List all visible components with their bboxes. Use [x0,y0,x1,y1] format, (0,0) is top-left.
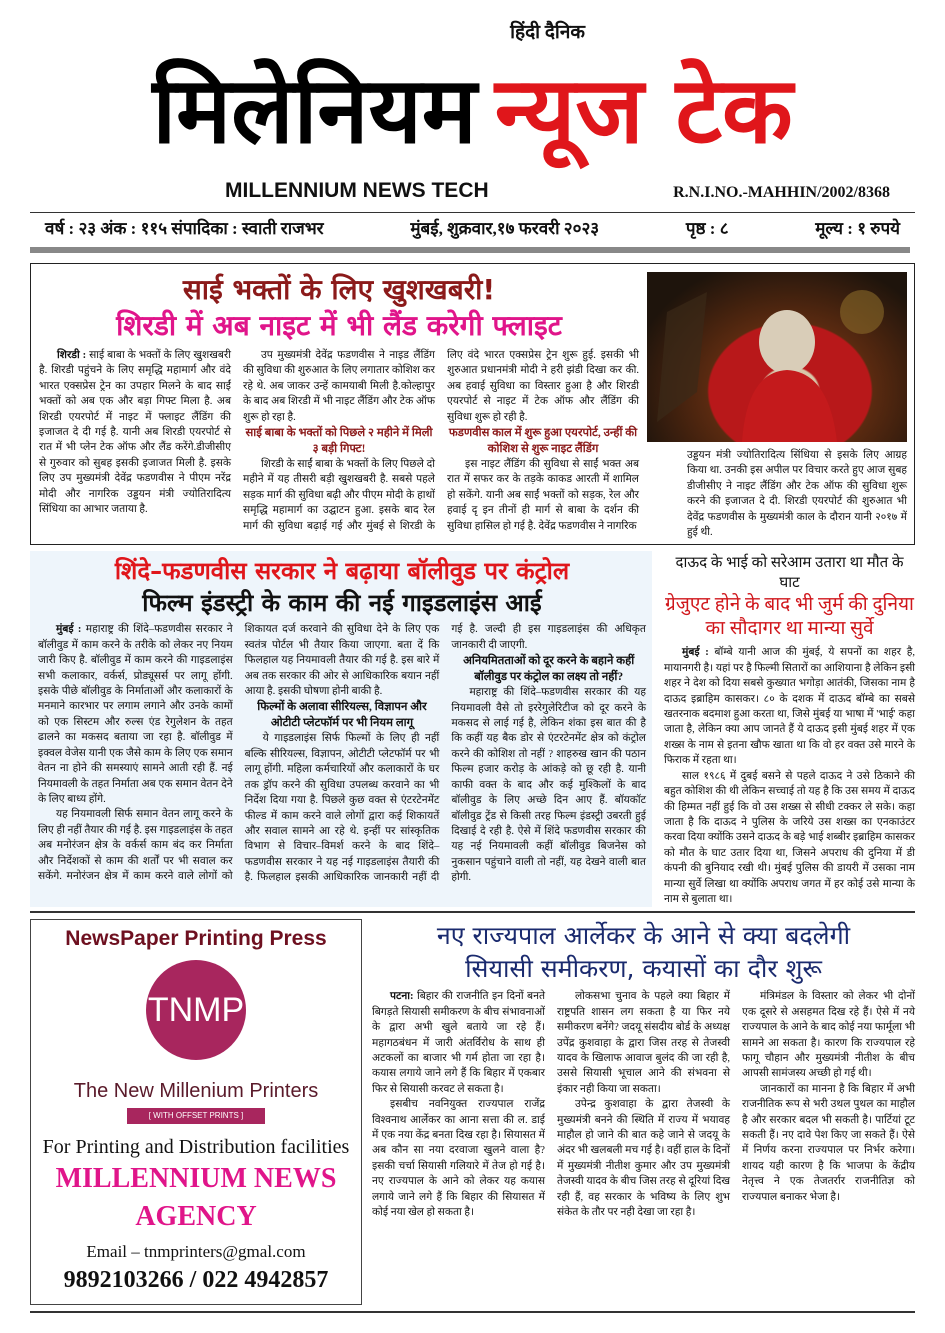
page-number: पृष्ठ : ८ [685,219,729,238]
story2-body [38,622,646,885]
paragraph-text: साई बाबा के भक्तों के लिए खुशखबरी है. शिरडी पहुंचने के लिए समृद्धि महामार्ग और वंदे भारत एक्सप्रेस ट्रेन का उपहार मिलने के बाद साईं भक्तों को अब एक और बड़ा गिफ्ट मिला है. अब शिरडी एयरपोर्ट में नाइट में फ्लाइट लैंडिंग की इजाजत दे दी गई है. यानी अब शिरडी एयरपोर्ट से रात में भी प्लेन टेक ऑफ और लैंड करेंगे.डीजीसीए से गुरुवार को सुबह इसकी इजाजत मिली है. इसके लिए उप मुख्यमंत्री देवेंद्र फडणवीस ने पीएम नरेंद्र मोदी और नागरिक उड्डयन मंत्री ज्योतिरादित्य सिंधिया का आभार जताया है. [39,350,231,516]
divider [30,911,915,913]
paragraph-text: साल १९८६ में दुबई बसने से पहले दाऊद ने उसे ठिकाने की बहुत कोशिश की थी लेकिन सच्चाई तो यह है कि उस समय में दाऊद की हिम्मत नहीं हुई कि वो उस शख्स से सीधी टक्कर ले सके। कहा जाता है कि दाऊद ने पुलिस के जरिये उस शख्स का एनकाउंटर करवा दिया क्योंकि उसने दाऊद के बड़े भाई शब्बीर इब्राहिम कासकर को मौत के घाट उतार दिया था, जिसने अपराध की दुनिया में डी कंपनी की बुनियाद रखी थी। मुंबई पुलिस की डायरी में उसका नाम मान्या सुर्वे लिखा था क्योंकि अपराध जगत में हर कोई उसे मान्या के नाम से बुलाता था। [664,770,915,905]
masthead-title [30,46,915,176]
masthead-title-red: न्यूज टेक [494,57,793,164]
masthead-tagline: हिंदी दैनिक [510,22,585,43]
paragraph-text: महाराष्ट्र की शिंदे–फडणवीस सरकार ने बॉलीवुड में काम करने के तरीके को लेकर नए नियम जारी किए है. बॉलीवुड में काम करने की गाइडलाइंस सभी कलाकार, वर्कर्स, प्रोड्यूसर्स पर लागू होंगी. इसके पीछे बॉलीवुड के निर्माताओं और कलाकारों के मनमाने कारभार पर लगाम लगाने और उनके कामों को एक सिस्टम और रुल्स एंड रेगुलेशन के तहत ढालने का मकसद बताया जा रहा है. बॉलीवुड में इक्वल वेजेस यानी एक जैसे काम के लिए एक समान वेतन ना होने की समस्याएं सामने आती रही हैं. नई नियमावली के तहत निर्माता अब एक समान वेतन देने के लिए बाध्य होंगे. [38,624,233,805]
printing-press-advertisement [30,919,362,1305]
dateline: पटना: [390,991,414,1003]
paragraph-text: जानकारों का मानना है कि बिहार में अभी राजनीतिक रूप से भरी उथल पुथल का माहौल है और सरकार बदल भी सकती है। पार्टियां टूट सकती हैं। नए दावे पेश किए जा सकते हैं। ऐसे में निर्णय करना राज्यपाल पर निर्भर करेगा। शायद यही कारण है कि भाजपा के केंद्रीय नेतृत्त्व ने एक तेजतर्रार राजनीतिज्ञ को राज्यपाल बनाकर भेजा है। [742,1083,915,1203]
story-box-shirdi [30,263,915,545]
paragraph-text: लोकसभा चुनाव के पहले क्या बिहार में राष्ट्रपति शासन लग सकता है या फिर नये समीकरण बनेंगे? जदयू संसदीय बोर्ड के अध्यक्ष उपेंद्र कुशवाहा के द्वारा जिस तरह से तेजस्वी यादव के खिलाफ आवाज बुलंद की जा रही है, उससे सियासी भूचाल आने की संभवना से इंकार नही किया जा सकता। [557,991,730,1095]
story1-headline[interactable]: साई भक्तों के लिए खुशखबरी! [182,273,496,306]
paragraph-text: उप मुख्यमंत्री देवेंद्र फडणवीस ने नाइड लैंडिंग की सुविधा की शुरुआत के लिए लगातार कोशिश कर रहे थे. अब जाकर उन्हें कामयाबी मिली है.कोल्हापुर के बाद अब शिरडी में भी नाइट लैंडिंग और टेक ऑफ शुरू हो रहा है. [243,350,435,423]
ad-ribbon: [ WITH OFFSET PRINTS ] [127,1108,266,1124]
ad-company: The New Millenium Printers [73,1080,319,1103]
logo-letters: TNMP [147,991,245,1030]
paragraph-text: ये गाइडलाइंस सिर्फ फिल्मों के लिए ही नहीं बल्कि सीरियल्स, विज्ञापन, ओटीटी प्लेटफॉर्म पर भी लागू होंगी. महिला कर्मचारियों और कलाकारों के घर तक ड्रॉप करने की सुविधा उपलब्ध करवाने का भी निर्देश दिया गया है. पिछले कुछ वक्त से एंटरटेनमेंट फील्ड में काम करने वाले लोगों द्वारा कई शिकायतें और सवाल सामने आ रहे थे. इन्हीं पर सांस्कृतिक विभाग से विचार–विमर्श करने के बाद शिंदे–फडणवीस सरकार ने यह नई गाइडलाइंस तैयारी की है. फिलहाल इसकी आधिकारिक जानकारी नहीं दी गई है. जल्दी ही इस गाइडलाइंस की अधिकृत जानकारी दी जाएगी. [244,624,646,884]
ad-agency: MILLENNIUM NEWS AGENCY [55,1163,337,1233]
article-paragraph [243,348,435,425]
article-paragraph [372,1097,545,1220]
story-box-bihar [372,919,915,1305]
article-paragraph [742,989,915,1081]
ad-email[interactable]: Email – tnmprinters@gmal.com [86,1242,306,1262]
bottom-row [30,919,915,1305]
article-paragraph [557,1097,730,1220]
story3-headline[interactable]: ग्रेजुएट होने के बाद भी जुर्म की दुनिया का सौदागर था मान्या सुर्वे [665,594,914,640]
story1-subheadline[interactable]: शिरडी में अब नाइट में भी लैंड करेगी फ्लाइट [116,309,562,342]
price: मूल्य : १ रुपये [815,219,900,238]
paragraph-text: यह नियमावली सिर्फ समान वेतन लागू करने के लिए ही नहीं तैयार की गई है. इस गाइडलाइंस के तहत अब मनोरंजन क्षेत्र के वर्कर्स काम बंद कर निर्माता और निर्देशकों से काम की शर्तों पर भी सवाल कर सकेंगे. मनोरंजन क्षेत्र में काम करने वाले लोगों को शिकायत दर्ज करवाने की सुविधा देने के लिए एक स्वतंत्र पोर्टल भी तैयार किया जाएगा. बता दें कि फिलहाल यह नियमावली तैयार की गई है. इस बारे में अब तक सरकार की ओर से आधिकारिक बयान नहीं आया है. इसकी घोषणा होनी बाकी है. [38,624,440,882]
rni-number: R.N.I.NO.-MAHHIN/2002/8368 [673,184,890,201]
dateline: मुंबई : [56,624,82,636]
story4-subheadline[interactable]: सियासी समीकरण, कयासों का दौर शुरू [465,954,822,984]
story2-headline[interactable]: शिंदे–फडणवीस सरकार ने बढ़ाया बॉलीवुड पर कंट्रोल [114,557,570,586]
divider [30,1311,915,1313]
masthead-subrow [30,176,915,208]
article-subheading: साई बाबा के भक्तों को पिछले २ महीने में मिली ३ बड़ी गिफ्ट! [245,427,433,456]
divider-bar [30,247,910,253]
paragraph-text: मंत्रिमंडल के विस्तार को लेकर भी दोनों एक दूसरे से असहमत दिख रहे हैं। ऐसे में नये राज्यपाल के आने के बाद कोई नया फार्मूला भी सामने आ सकता है। कारण कि राज्यपाल रहे फागू चौहान और मुख्यमंत्री नीतीश के बीच आपसी सामंजस्य अच्छी हो गई थी। [742,991,915,1080]
article-paragraph [664,645,915,768]
paragraph-text: बॉम्बे यानी आज की मुंबई, ये सपनों का शहर है, मायानगरी है। यहां पर है फिल्मी सितारों का आशियाना है लेकिन इसी शहर ने देश को दिया सबसे कुख्यात भगोड़ा आतंकी, जिसका नाम है दाऊद इब्राहिम कासकर। ८० के दशक में दाऊद बॉम्बे का सबसे खतरनाक बदमाश हुआ करता था, जिसे मुंबई या भाषा में 'भाई' कहा जाता है, लेकिन क्या आप जानते हैं ये दाऊद इसी मुंबई शहर में एक शख्स के नाम से इतना खौफ खाता था कि वो हर वक्त उसे मारने के फिराक में रहता था। [664,647,916,767]
issue-info-bar [30,213,915,245]
article-subheading: अनियमितताओं को दूर करने के बहाने कहीं बॉलीवुड पर कंट्रोल का लक्ष्य तो नहीं? [463,655,635,684]
paragraph-text: इसबीच नवनियुक्त राज्यपाल राजेंद्र विश्वनाथ आर्लेकर का आना सत्ता की ल. डाई में एक नया केंद्र बनता दिख रहा है। सियासत में अब कौन सा नया दरवाजा खुलने वाला है? इसकी चर्चा सियासी गलियारे में तेज हो गई है। नए राज्यपाल के आने को लेकर यह कयास लगाये जाने लगे हैं कि बिहार की सियासत में कोई नया खेल हो सकता है। [372,1099,545,1219]
story1-continuation: उड्डयन मंत्री ज्योतिरादित्य सिंधिया से इसके लिए आग्रह किया था. उनकी इस अपील पर विचार करते हुए आज सुबह डीजीसीए ने नाइट लैंडिंग और टेक ऑफ की सुविधा शुरू करने की इजाजत दे दी. शिरडी एयरपोर्ट की शुरुआत भी देवेंद्र फडणवीस के मुख्यमंत्री काल के दौरान यानी २०१७ में हुई थी. [687,450,907,539]
article-paragraph [557,989,730,1097]
photo-illustration-icon [647,272,907,442]
masthead [30,20,915,208]
story4-body [372,989,915,1220]
story2-subheadline[interactable]: फिल्म इंडस्ट्री के काम की नई गाइडलाइंस आई [142,589,542,618]
story-box-dawood [660,551,915,907]
article-paragraph [372,989,545,1097]
dateline: शिरडी : [57,350,87,361]
issue-date: मुंबई, शुक्रवार,१७ फरवरी २०२३ [410,219,600,238]
article-paragraph [664,769,915,908]
masthead-title-black: मिलेनियम [152,57,477,164]
story1-main [39,272,639,540]
story1-body [39,348,639,534]
story4-headline[interactable]: नए राज्यपाल आर्लेकर के आने से क्या बदलेगी [436,921,851,951]
masthead-english-name: MILLENNIUM NEWS TECH [225,179,489,202]
story3-body [664,645,915,907]
ad-heading: NewsPaper Printing Press [65,927,327,951]
article-paragraph [742,1082,915,1205]
paragraph-text: महाराष्ट्र की शिंदे–फडणवीस सरकार की यह नियमावली वैसे तो इररेगुलेरिटीज को दूर करने के मकसद से लाई गई है, लेकिन शंका इस बात की है कि कहीं यह बैक डोर से एंटरटेनमेंट क्षेत्र को कंट्रोल करने की कोशिश तो नहीं ? शाहरुख खान की पठान फिल्म हजार करोड़ के आंकड़े को छू रही है. यानी काफी वक्त के बाद और कई मुश्किलों के बाद बॉलीवुड के लिए अच्छे दिन आए हैं. बॉयकॉट बॉलीवुड ट्रेंड से किसी तरह फिल्म इंडस्ट्री उबरती हुई दिखाई दे रही है. ऐसे में शिंदे फडणवीस सरकार की यह नई नियमावली कहीं बॉलीवुड बिजनेस को नुकसान पहुंचाने वाली तो नहीं, यह देखने वाली बात होगी. [451,687,646,884]
sai-baba-photo [647,272,907,442]
story-box-bollywood [30,551,652,907]
article-paragraph [39,348,231,517]
paragraph-text: इस नाइट लैंडिंग की सुविधा से साईं भक्त अब रात में सफर कर के तड़के काकड आरती में शामिल हो सकेंगे. यानी अब साईं भक्तों को सड़क, रेल और हवाई दृ इन तीनों ही मार्ग से बाबा के दर्शन की सुविधा हासिल हो गई है. देवेंद्र फडणवीस ने नागरिक [447,459,639,532]
paragraph-text: शिरडी के साईं बाबा के भक्तों के लिए पिछले दो महीने में यह तीसरी बड़ी खुशखबरी है. सबसे पहले सड़क मार्ग की सुविधा बढ़ी और पीएम मोदी के हाथों समृद्धि महामार्ग का उद्घाटन हुआ. इसके बाद रेल मार्ग की सुविधा बढ़ाई गई और मुंबई से शिरडी के लिए वंदे भारत एक्सप्रेस ट्रेन शुरू हुई. इसकी भी शुरुआत प्रधानमंत्री मोदी ने हरी झंडी दिखा कर की. अब हवाई सुविधा का विस्तार हुआ है और शिरडी एयरपोर्ट से नाइट में टेक ऑफ और लैंडिंग की सुविधा शुरू हो रही है. [243,350,639,532]
paragraph-text: उपेन्द्र कुशवाहा के द्वारा तेजस्वी के मुख्यमंत्री बनने की स्थिति में राज्य में भयावह माहौल हो जाने की बात कहे जाने से जदयू के अंदर भी खलबली मच गई है। वहीं हाल के दिनों में मुख्यमंत्री नीतीश कुमार और उप मुख्यमंत्री तेजस्वी यादव के बीच जिस तरह से दूरियां दिख रही हैं, वह सरकार के भविष्य के लिए शुभ संकेत के तौर पर नही देखा जा रहा है। [557,1099,730,1219]
story3-kicker: दाऊद के भाई को सरेआम उतारा था मौत के घाट [675,555,904,592]
ad-phones[interactable]: 9892103266 / 022 4942857 [63,1267,329,1294]
story1-side [647,272,907,540]
article-subheading: फडणवीस काल में शुरू हुआ एयरपोर्ट, उन्हीं की कोशिश से शुरू नाइट लैंडिंग [448,427,638,456]
dateline: मुंबई : [682,647,709,659]
article-subheading: फिल्मों के अलावा सीरियल्स, विज्ञापन और ओटीटी प्लेटफॉर्म पर भी नियम लागू [257,701,427,730]
middle-row [30,551,915,907]
ad-facilities: For Printing and Distribution facilities [42,1136,350,1159]
article-paragraph [38,622,233,807]
article-paragraph [447,457,639,534]
article-paragraph [451,685,646,885]
tnmp-logo-icon [146,960,246,1060]
paragraph-text: बिहार की राजनीति इन दिनों बनते बिगड़ते सियासी समीकरण के बीच संभावनाओं के द्वारा अभी खुले बताये जा रहे हैं। महागठबंधन में जारी अंतर्विरोध के साथ ही अटकलों का बाजार भी गर्म होता जा रहा है। कयास लगाये जाने लगे हैं कि बिहार में एकबार फिर से सियासी करवट ले सकता है। [372,991,545,1095]
issue-editor: वर्ष : २३ अंक : ११५ संपादिका : स्वाती राजभर [45,219,324,238]
